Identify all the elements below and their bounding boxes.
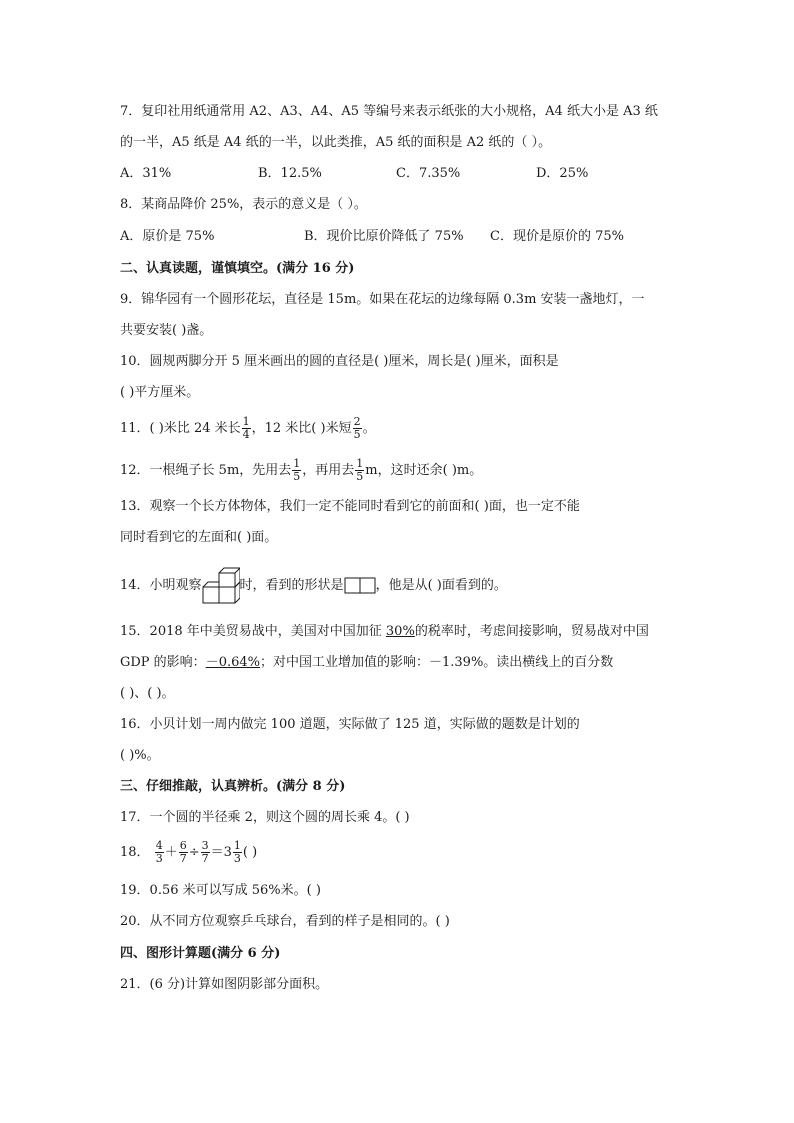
q18-divide: ÷ [188,845,200,860]
q12-fraction-1 [292,458,301,483]
q12-text-2: ，再用去 [302,463,355,478]
q12-f1-denominator: 5 [293,470,301,483]
q7-option-b: B．12.5% [258,166,322,181]
q8-option-b: B．现价比原价降低了 75% [304,229,464,244]
q15-l2-text: GDP 的影响： [120,655,206,670]
q7-option-a: A．31% [120,166,172,181]
q21: 21．(6 分)计算如图阴影部分面积。 [120,977,329,992]
q15-underlined-30: 30% [385,624,415,639]
q15-l1-text: 15．2018 年中美贸易战中，美国对中国加征 [120,624,386,639]
q18-fraction-b [179,840,188,865]
q18-r-numerator: 1 [233,839,241,852]
q12-f2-denominator: 5 [356,470,364,483]
section-3-heading: 三、仔细推敲，认真辨析。(满分 8 分) [120,779,346,794]
q12-f2-numerator: 1 [356,457,364,470]
q11-fraction-2 [353,416,362,441]
q12-text-3: m，这时还余( )m。 [365,463,483,478]
q13-line1: 13．观察一个长方体物体，我们一定不能同时看到它的前面和( )面，也一定不能 [120,499,580,514]
q11-fraction-1 [242,416,251,441]
q11-text-3: 。 [362,421,376,436]
q7-line1: 7．复印社用纸通常用 A2、A3、A4、A5 等编号来表示纸张的大小规格，A4 纸大小是 A3 纸 [120,104,658,119]
q9-line1: 9．锦华园有一个圆形花坛，直径是 15m。如果在花坛的边缘每隔 0.3m 安装一盏地灯，一 [120,292,645,307]
q11-f2-numerator: 2 [353,415,361,428]
q10-line1: 10．圆规两脚分开 5 厘米画出的圆的直径是( )厘米，周长是( )厘米，面积是 [120,354,559,369]
q8-option-c: C．现价是原价的 75% [490,229,624,244]
q15-l1-text-2: 的税率时，考虑间接影响，贸易战对中国 [414,624,649,639]
q7-options [120,165,680,183]
q12 [120,456,482,486]
q18-a-numerator: 4 [155,839,163,852]
q11-f2-denominator: 5 [353,428,361,441]
q7-line2: 的一半，A5 纸是 A4 纸的一半，以此类推，A5 纸的面积是 A2 纸的（ ）。 [120,135,552,150]
two-squares-figure [344,577,376,595]
q18 [120,833,257,873]
q18-equals: ＝3 [210,845,232,860]
cube-stack-figure [202,567,240,605]
q13-line2: 同时看到它的左面和( )面。 [120,530,278,545]
q18-fraction-a [155,840,164,865]
q18-fraction-result [233,840,242,865]
q8-option-a: A．原价是 75% [120,229,215,244]
q15-line2 [120,654,613,672]
q18-b-denominator: 7 [179,852,187,865]
q8-line1: 8．某商品降价 25%，表示的意义是（ ）。 [120,197,367,212]
section-4-heading: 四、图形计算题(满分 6 分) [120,946,281,961]
q19: 19．0.56 米可以写成 56%米。( ) [120,883,321,898]
q20: 20．从不同方位观察乒乓球台，看到的样子是相同的。( ) [120,914,450,929]
q12-fraction-2 [355,458,364,483]
q18-blank: ( ) [242,845,258,860]
q11 [120,414,376,444]
section-2-heading: 二、认真读题，谨慎填空。(满分 16 分) [120,261,355,276]
q18-a-denominator: 3 [155,852,163,865]
q15-line1 [120,623,649,641]
q15-l2-text-2: ；对中国工业增加值的影响：－1.39%。读出横线上的百分数 [260,655,614,670]
q18-b-numerator: 6 [179,839,187,852]
q14-text-2: 时，看到的形状是 [239,578,344,593]
q7-option-d: D．25% [536,166,589,181]
q11-text-2: ，12 米比( )米短 [251,421,352,436]
q9-line2: 共要安装( )盏。 [120,323,213,338]
q15-underlined-gdp: －0.64% [205,655,260,670]
q18-c-denominator: 7 [201,852,209,865]
q14-text-3: ，他是从( )面看到的。 [375,578,507,593]
q18-label: 18． [120,845,150,860]
q10-line2: ( )平方厘米。 [120,385,200,400]
q18-fraction-c [201,840,210,865]
q18-plus: ＋ [164,845,178,860]
q17: 17．一个圆的半径乘 2，则这个圆的周长乘 4。( ) [120,810,410,825]
q11-text-1: 11．( )米比 24 米长 [120,421,241,436]
q18-r-denominator: 3 [233,852,241,865]
q14-text-1: 14．小明观察 [120,578,202,593]
q12-text-1: 12．一根绳子长 5m，先用去 [120,463,292,478]
q12-f1-numerator: 1 [293,457,301,470]
q11-f1-denominator: 4 [242,428,250,441]
q16-line2: ( )%。 [120,748,160,763]
q16-line1: 16．小贝计划一周内做完 100 道题，实际做了 125 道，实际做的题数是计划的 [120,717,580,732]
q14 [120,566,507,606]
q18-c-numerator: 3 [201,839,209,852]
q15-line3: ( )、( )。 [120,686,175,701]
q8-options [120,228,680,246]
q7-option-c: C．7.35% [396,166,461,181]
q11-f1-numerator: 1 [242,415,250,428]
